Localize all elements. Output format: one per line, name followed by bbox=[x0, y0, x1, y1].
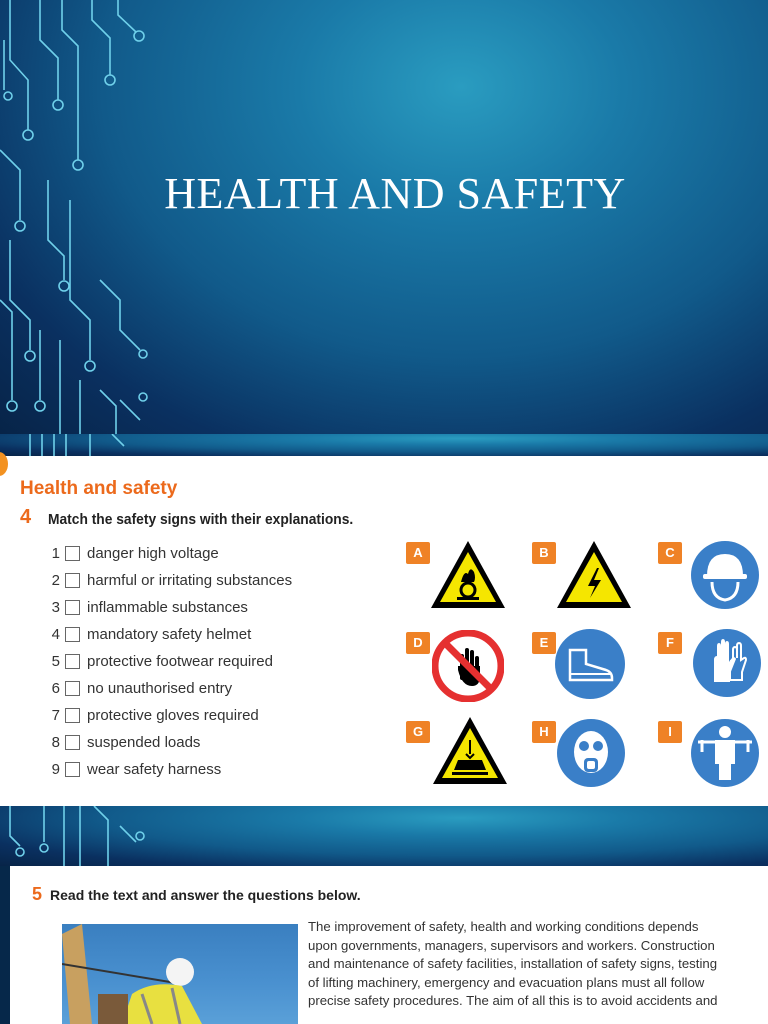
list-item: 6 no unauthorised entry bbox=[51, 680, 233, 697]
passage-line: of lifting machinery, emergency and evacuation plans must all follow bbox=[308, 974, 705, 990]
flammable-warning-icon bbox=[428, 538, 508, 612]
sign-label-i: I bbox=[658, 721, 682, 743]
list-item: 3 inflammable substances bbox=[51, 599, 248, 616]
no-entry-hand-icon bbox=[432, 630, 504, 702]
sign-label-g: G bbox=[406, 721, 430, 743]
answer-checkbox[interactable] bbox=[65, 654, 80, 669]
sign-label-d: D bbox=[406, 632, 430, 654]
circuit-strip-decoration bbox=[0, 806, 160, 866]
page-title: HEALTH AND SAFETY bbox=[164, 169, 626, 218]
exercise-4-worksheet bbox=[0, 456, 768, 806]
slide-divider bbox=[0, 434, 768, 456]
answer-checkbox[interactable] bbox=[65, 600, 80, 615]
safety-footwear-icon bbox=[554, 628, 626, 700]
sign-label-a: A bbox=[406, 542, 430, 564]
title-slide bbox=[0, 0, 768, 434]
helmet-mandatory-icon bbox=[690, 540, 760, 610]
sign-label-e: E bbox=[532, 632, 556, 654]
sign-label-f: F bbox=[658, 632, 682, 654]
answer-checkbox[interactable] bbox=[65, 546, 80, 561]
sign-label-c: C bbox=[658, 542, 682, 564]
list-item: 4 mandatory safety helmet bbox=[51, 626, 252, 643]
passage-line: upon governments, managers, supervisors and workers. Construction bbox=[308, 937, 715, 953]
passage-line: and maintenance of safety facilities, installation of safety signs, testing bbox=[308, 956, 718, 972]
reading-passage bbox=[308, 918, 744, 1011]
answer-checkbox[interactable] bbox=[65, 762, 80, 777]
construction-worker-photo bbox=[62, 924, 298, 1024]
sign-label-b: B bbox=[532, 542, 556, 564]
passage-line: precise safety procedures. The aim of all this is to avoid accidents and bbox=[308, 993, 718, 1009]
passage-line: The improvement of safety, health and working conditions depends bbox=[308, 919, 699, 934]
worksheet-heading: Health and safety bbox=[20, 478, 178, 499]
answer-checkbox[interactable] bbox=[65, 708, 80, 723]
page-corner-tab bbox=[0, 452, 8, 476]
exercise-instruction: Match the safety signs with their explanations. bbox=[48, 511, 354, 528]
worker-illustration bbox=[62, 924, 298, 1024]
list-item: 9 wear safety harness bbox=[51, 761, 222, 778]
answer-checkbox[interactable] bbox=[65, 681, 80, 696]
high-voltage-warning-icon bbox=[554, 538, 634, 612]
answer-checkbox[interactable] bbox=[65, 573, 80, 588]
exercise-5-heading bbox=[32, 884, 361, 905]
list-item: 2 harmful or irritating substances bbox=[51, 572, 293, 589]
respirator-mask-icon bbox=[556, 718, 626, 788]
list-item: 1 danger high voltage bbox=[51, 545, 219, 562]
exercise-5-reading bbox=[10, 866, 768, 1024]
exercise-number: 4 bbox=[20, 506, 32, 528]
answer-checkbox[interactable] bbox=[65, 627, 80, 642]
exercise-number: 5 bbox=[32, 884, 43, 904]
answer-checkbox[interactable] bbox=[65, 735, 80, 750]
safety-harness-icon bbox=[690, 718, 760, 788]
sign-label-h: H bbox=[532, 721, 556, 743]
exercise-instruction: Read the text and answer the questions below. bbox=[50, 887, 361, 903]
list-item: 8 suspended loads bbox=[51, 734, 201, 751]
list-item: 5 protective footwear required bbox=[51, 653, 273, 670]
gloves-mandatory-icon bbox=[692, 628, 762, 698]
suspended-load-warning-icon bbox=[430, 714, 510, 788]
matching-list bbox=[44, 540, 292, 783]
slide-divider bbox=[0, 806, 768, 866]
list-item: 7 protective gloves required bbox=[51, 707, 259, 724]
circuit-strip-decoration bbox=[0, 434, 160, 456]
